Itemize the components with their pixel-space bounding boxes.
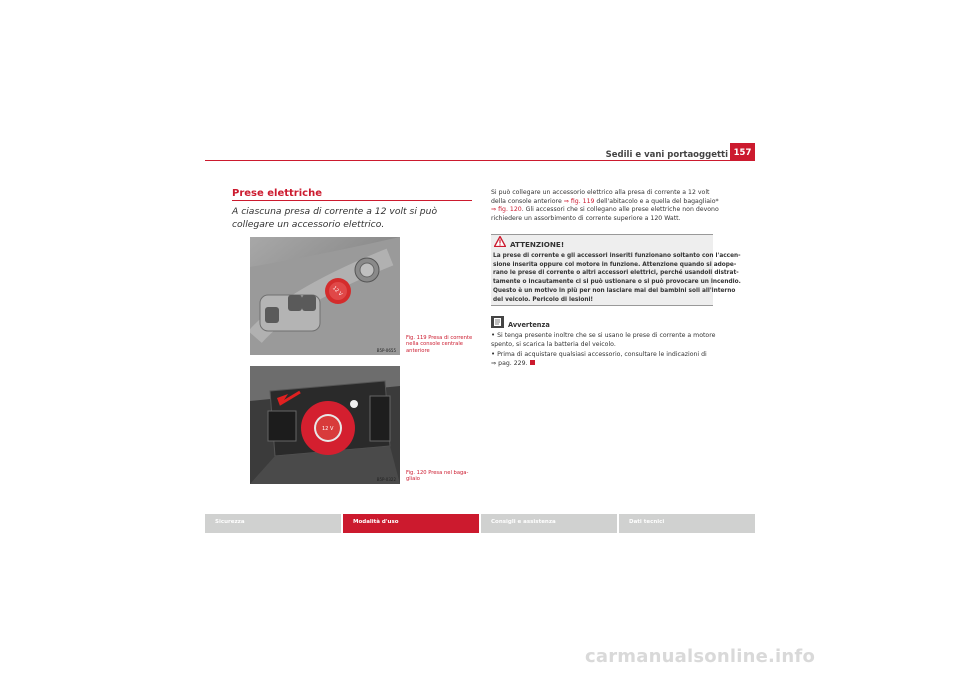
fig119-photo-code: B5P-0655 bbox=[376, 348, 396, 353]
warning-text bbox=[493, 252, 741, 304]
note-bullet-item bbox=[491, 350, 721, 368]
warning-line: La prese di corrente e gli accessori inseriti funzionano soltanto con l'accen- bbox=[493, 253, 741, 259]
warning-rule-top bbox=[491, 234, 713, 235]
warning-line: tamente o incautamente ci si può ustionare o si può provocare un incendio. bbox=[493, 279, 741, 286]
section-intro: A ciascuna presa di corrente a 12 volt si può collegare un accessorio elettrico. bbox=[232, 206, 438, 230]
warning-line: Questo è un motivo in più per non lasciare mai dei bambini soli all'interno bbox=[493, 287, 736, 294]
console-socket-illustration bbox=[250, 237, 400, 355]
warning-rule-bottom bbox=[491, 305, 713, 306]
tab-sicurezza[interactable]: Sicurezza bbox=[205, 514, 341, 533]
section-title-rule bbox=[232, 200, 472, 201]
note-icon bbox=[491, 316, 504, 328]
watermark: carmanualsonline.info bbox=[585, 646, 816, 667]
body-paragraph bbox=[491, 189, 726, 223]
fig120-socket-label: 12 V bbox=[322, 426, 334, 432]
fig119-reference-link[interactable]: ⇒ fig. 119 bbox=[563, 197, 595, 205]
running-header: Sedili e vani portaoggetti bbox=[605, 150, 728, 160]
body-text-part1: Si può collegare un accessorio elettrico alla presa di corrente a 12 volt della console anteriore bbox=[491, 189, 710, 205]
note-title: Avvertenza bbox=[508, 321, 550, 329]
page-number: 157 bbox=[730, 143, 755, 161]
fig120-caption: Fig. 120 Presa nel baga-gliaio bbox=[406, 470, 469, 483]
body-text-part3: . Gli accessori che si collegano alle prese elettriche non devono richiedere un assorbimento di corrente superiore a 120 Watt. bbox=[491, 206, 719, 222]
fig120-photo bbox=[250, 366, 400, 484]
section-title: Prese elettriche bbox=[232, 188, 322, 199]
note-bullet-text: Prima di acquistare qualsiasi accessorio, consultare le indicazioni di bbox=[497, 351, 707, 358]
fig120-photo-code: B5P-0322 bbox=[376, 477, 396, 482]
section-end-marker bbox=[530, 360, 535, 365]
warning-line: del veicolo. Pericolo di lesioni! bbox=[493, 296, 594, 303]
header-rule bbox=[205, 160, 755, 161]
fig119-socket-label: 12 V bbox=[330, 285, 344, 298]
note-bullet-text: Si tenga presente inoltre che se si usano le prese di corrente a motore spento, si scarica la batteria del veicolo. bbox=[491, 332, 716, 348]
fig119-photo bbox=[250, 237, 400, 355]
page-reference-link[interactable]: ⇒ pag. 229. bbox=[491, 359, 528, 367]
bullet-marker: • bbox=[491, 350, 496, 358]
warning-line: sione inserita oppure col motore in funzione. Attenzione quando si adope- bbox=[493, 261, 737, 268]
tab-modalita-uso[interactable]: Modalità d'uso bbox=[343, 514, 479, 533]
fig120-reference-link[interactable]: ⇒ fig. 120 bbox=[491, 206, 522, 214]
warning-title: ATTENZIONE! bbox=[510, 240, 565, 249]
bullet-marker: • bbox=[491, 331, 496, 339]
trunk-socket-illustration bbox=[250, 366, 400, 484]
tab-dati-tecnici[interactable]: Dati tecnici bbox=[619, 514, 755, 533]
body-text-part2: dell'abitacolo e a quella del bagagliaio* bbox=[594, 197, 719, 205]
fig119-caption: Fig. 119 Presa di corrente nella console centrale anteriore bbox=[406, 335, 473, 354]
tab-consigli-assistenza[interactable]: Consigli e assistenza bbox=[481, 514, 617, 533]
warning-line: rano le prese di corrente o altri accessori elettrici, perché usandoli distrat- bbox=[493, 270, 739, 277]
note-bullet-item bbox=[491, 331, 721, 349]
warning-triangle-icon bbox=[494, 236, 506, 247]
